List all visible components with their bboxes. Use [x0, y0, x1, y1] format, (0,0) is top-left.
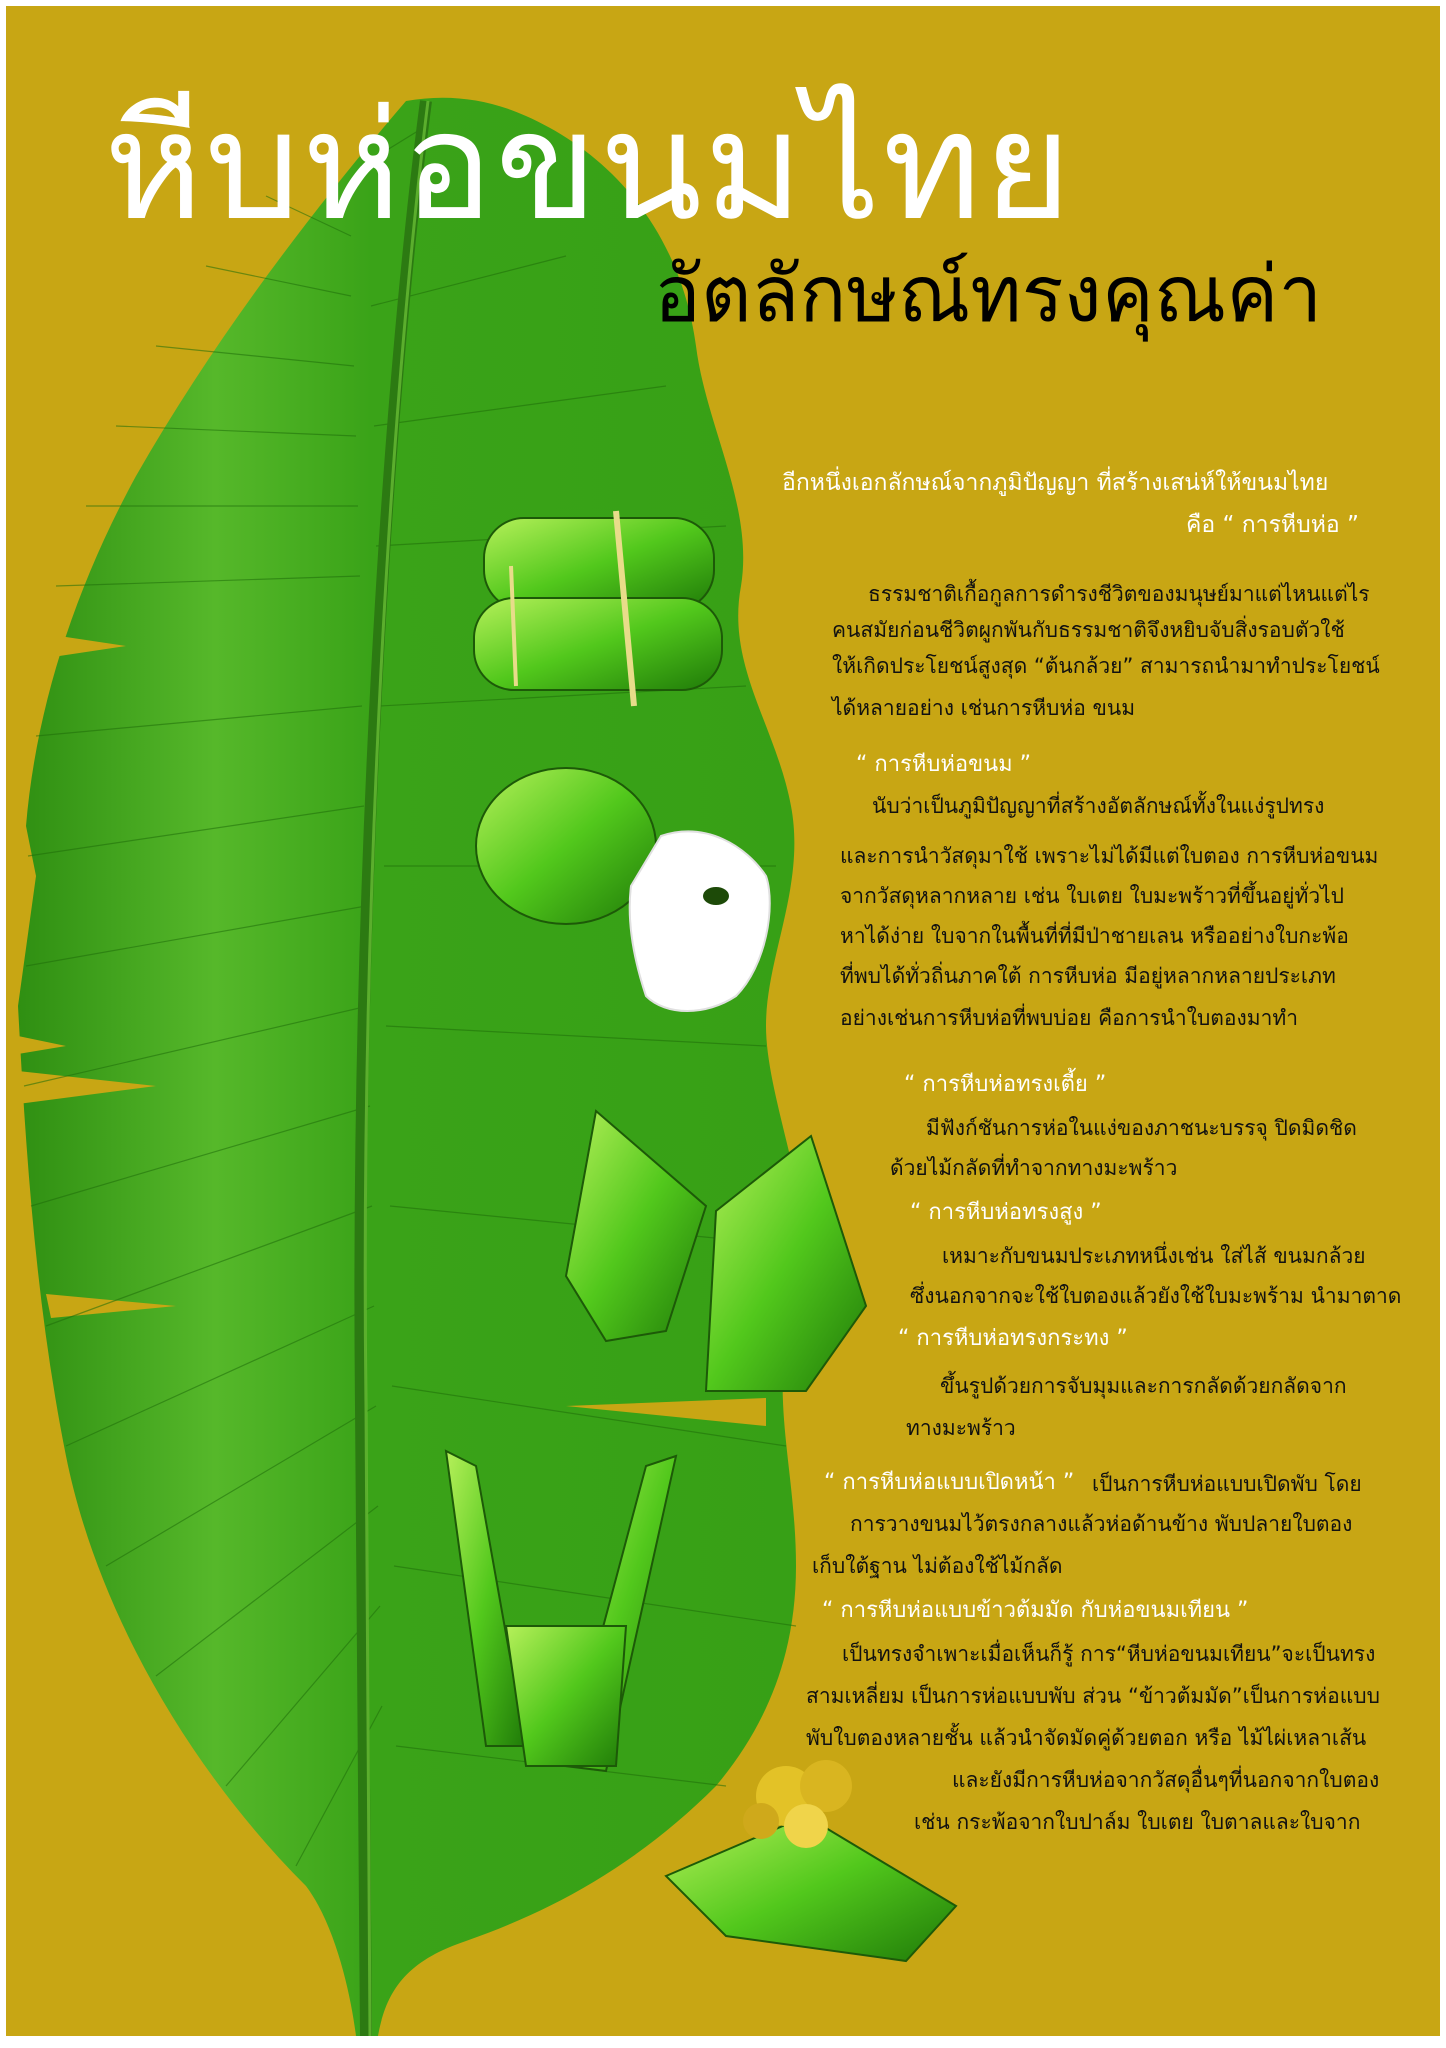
- body-line: ทางมะพร้าว: [906, 1416, 1016, 1440]
- body-line: ขึ้นรูปด้วยการจับมุมและการกลัดด้วยกลัดจาก: [940, 1374, 1347, 1398]
- body-line: พับใบตองหลายชั้น แล้วนำจัดมัดคู่ด้วยตอก หรือ ไม้ไผ่เหลาเส้น: [806, 1726, 1367, 1750]
- body-line: การวางขนมไว้ตรงกลางแล้วห่อด้านข้าง พับปลายใบตอง: [850, 1512, 1353, 1536]
- leaf-blade: [18, 98, 804, 2036]
- body-line: เช่น กระพ้อจากใบปาล์ม ใบเตย ใบตาลและใบจาก: [914, 1810, 1361, 1834]
- tied-bundle-illustration: [474, 511, 722, 706]
- body-line: หาได้ง่าย ใบจากในพื้นที่ที่มีป่าชายเลน หรืออย่างใบกะพ้อ: [840, 924, 1349, 948]
- body-line: จากวัสดุหลากหลาย เช่น ใบเตย ใบมะพร้าวที่ขึ้นอยู่ทั่วไป: [840, 884, 1345, 908]
- body-line: ให้เกิดประโยชน์สูงสุด “ต้นกล้วย” สามารถนำมาทำประโยชน์: [832, 654, 1380, 678]
- body-line: ธรรมชาติเกื้อกูลการดำรงชีวิตของมนุษย์มาแต่ไหนแต่ไร: [868, 582, 1370, 606]
- body-line: ได้หลายอย่าง เช่นการหีบห่อ ขนม: [832, 696, 1136, 720]
- body-line: เป็นการหีบห่อแบบเปิดพับ โดย: [1092, 1472, 1362, 1496]
- body-line: มีฟังก์ชันการห่อในแง่ของภาชนะบรรจุ ปิดมิดชิด: [926, 1116, 1357, 1140]
- poster: [6, 6, 1440, 2036]
- body-line: ด้วยไม้กลัดที่ทำจากทางมะพร้าว: [890, 1156, 1178, 1180]
- intro-line: อีกหนึ่งเอกลักษณ์จากภูมิปัญญา ที่สร้างเสน่ห์ให้ขนมไทย: [782, 470, 1329, 496]
- section-heading: “ การหีบห่อแบบข้าวต้มมัด กับห่อขนมเทียน ”: [822, 1598, 1249, 1623]
- body-line: เก็บใต้ฐาน ไม่ต้องใช้ไม้กลัด: [812, 1554, 1063, 1578]
- body-line: และยังมีการหีบห่อจากวัสดุอื่นๆที่นอกจากใบตอง: [952, 1768, 1380, 1792]
- poster-title: หีบห่อขนมไทย: [104, 80, 1074, 254]
- section-heading: “ การหีบห่อทรงเตี้ย ”: [904, 1072, 1107, 1097]
- section-heading: “ การหีบห่อทรงสูง ”: [910, 1200, 1102, 1225]
- body-line: เหมาะกับขนมประเภทหนึ่งเช่น ใส่ไส้ ขนมกล้วย: [942, 1244, 1366, 1268]
- section-heading: “ การหีบห่อแบบเปิดหน้า ”: [824, 1470, 1075, 1495]
- body-line: นับว่าเป็นภูมิปัญญาที่สร้างอัตลักษณ์ทั้งในแง่รูปทรง: [872, 794, 1325, 818]
- poster-subtitle: อัตลักษณ์ทรงคุณค่า: [654, 250, 1323, 340]
- body-line: อย่างเช่นการหีบห่อที่พบบ่อย คือการนำใบตองมาทำ: [840, 1006, 1299, 1030]
- section-heading: “ การหีบห่อขนม ”: [856, 752, 1032, 777]
- body-line: คนสมัยก่อนชีวิตผูกพันกับธรรมชาติจึงหยิบจับสิ่งรอบตัวใช้: [832, 618, 1345, 642]
- body-line: และการนำวัสดุมาใช้ เพราะไม่ได้มีแต่ใบตอง การหีบห่อขนม: [840, 844, 1379, 868]
- body-line: ที่พบได้ทั่วถิ่นภาคใต้ การหีบห่อ มีอยู่หลากหลายประเภท: [840, 964, 1336, 988]
- body-line: เป็นทรงจำเพาะเมื่อเห็นก็รู้ การ“หีบห่อขนมเทียน”จะเป็นทรง: [842, 1642, 1376, 1666]
- body-line: สามเหลี่ยม เป็นการห่อแบบพับ ส่วน “ข้าวต้มมัด”เป็นการห่อแบบ: [806, 1684, 1380, 1708]
- section-heading: “ การหีบห่อทรงกระทง ”: [898, 1326, 1128, 1351]
- body-line: ซึ่งนอกจากจะใช้ใบตองแล้วยังใช้ใบมะพร้าม นำมาตาด: [910, 1284, 1402, 1308]
- intro-line: คือ “ การหีบห่อ ”: [1186, 512, 1359, 538]
